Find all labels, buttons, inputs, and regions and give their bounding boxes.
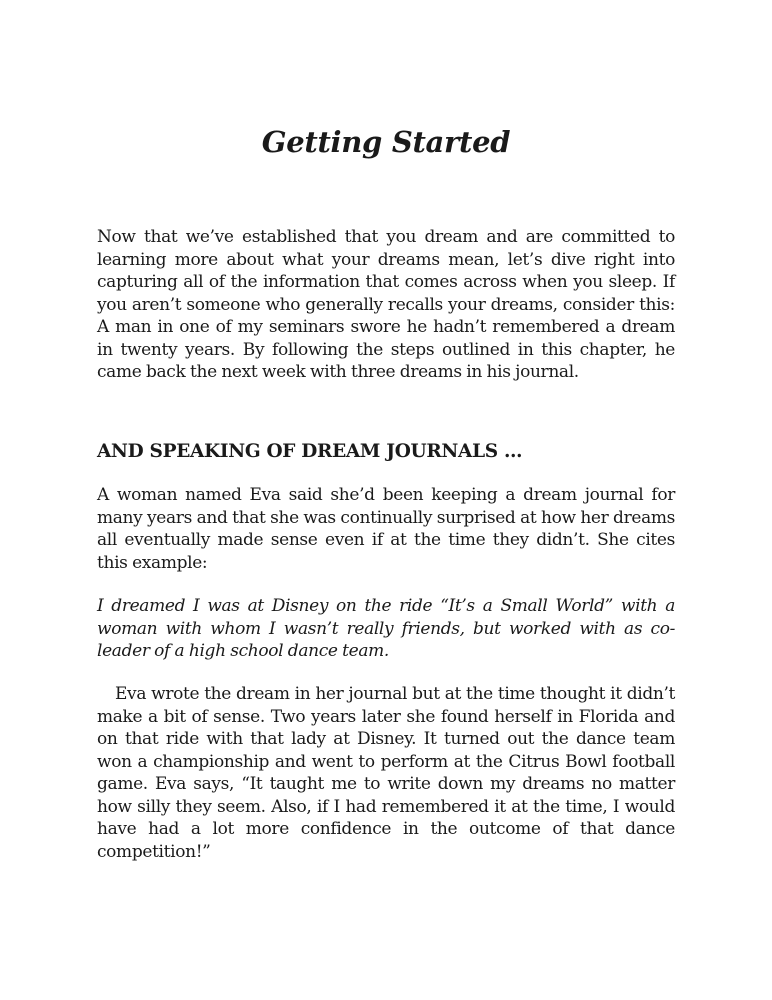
eva-intro-paragraph: A woman named Eva said she’d been keeping a dream journal for many years and that she was continually surprised at how her dreams all eventually made sense even if at the time they didn’t. She cites this example:: [97, 485, 675, 573]
dream-quote: I dreamed I was at Disney on the ride “It’s a Small World” with a woman with whom I wasn’t really friends, but worked with as co-leader of a high school dance team.: [97, 596, 675, 661]
intro-paragraph: Now that we’ve established that you dream and are committed to learning more about what your dreams mean, let’s dive right into capturing all of the information that comes across when you sleep. If you aren’t someone who generally recalls your dreams, consider this: A man in one of my seminars swore he hadn’t remembered a dream in twenty years. By following the steps outlined in this chapter, he came back the next week with three dreams in his journal.: [97, 227, 675, 382]
chapter-title: Getting Started: [261, 125, 511, 159]
section-heading: AND SPEAKING OF DREAM JOURNALS …: [97, 441, 523, 462]
eva-followup-paragraph: Eva wrote the dream in her journal but at the time thought it didn’t make a bit of sense. Two years later she found herself in Florida and on that ride with that lady at Disney. It turned out the dance team won a championship and went to perform at the Citrus Bowl football game. Eva says, “It taught me to write down my dreams no matter how silly they seem. Also, if I had remembered it at the time, I would have had a lot more confidence in the outcome of that dance competition!”: [97, 684, 675, 862]
